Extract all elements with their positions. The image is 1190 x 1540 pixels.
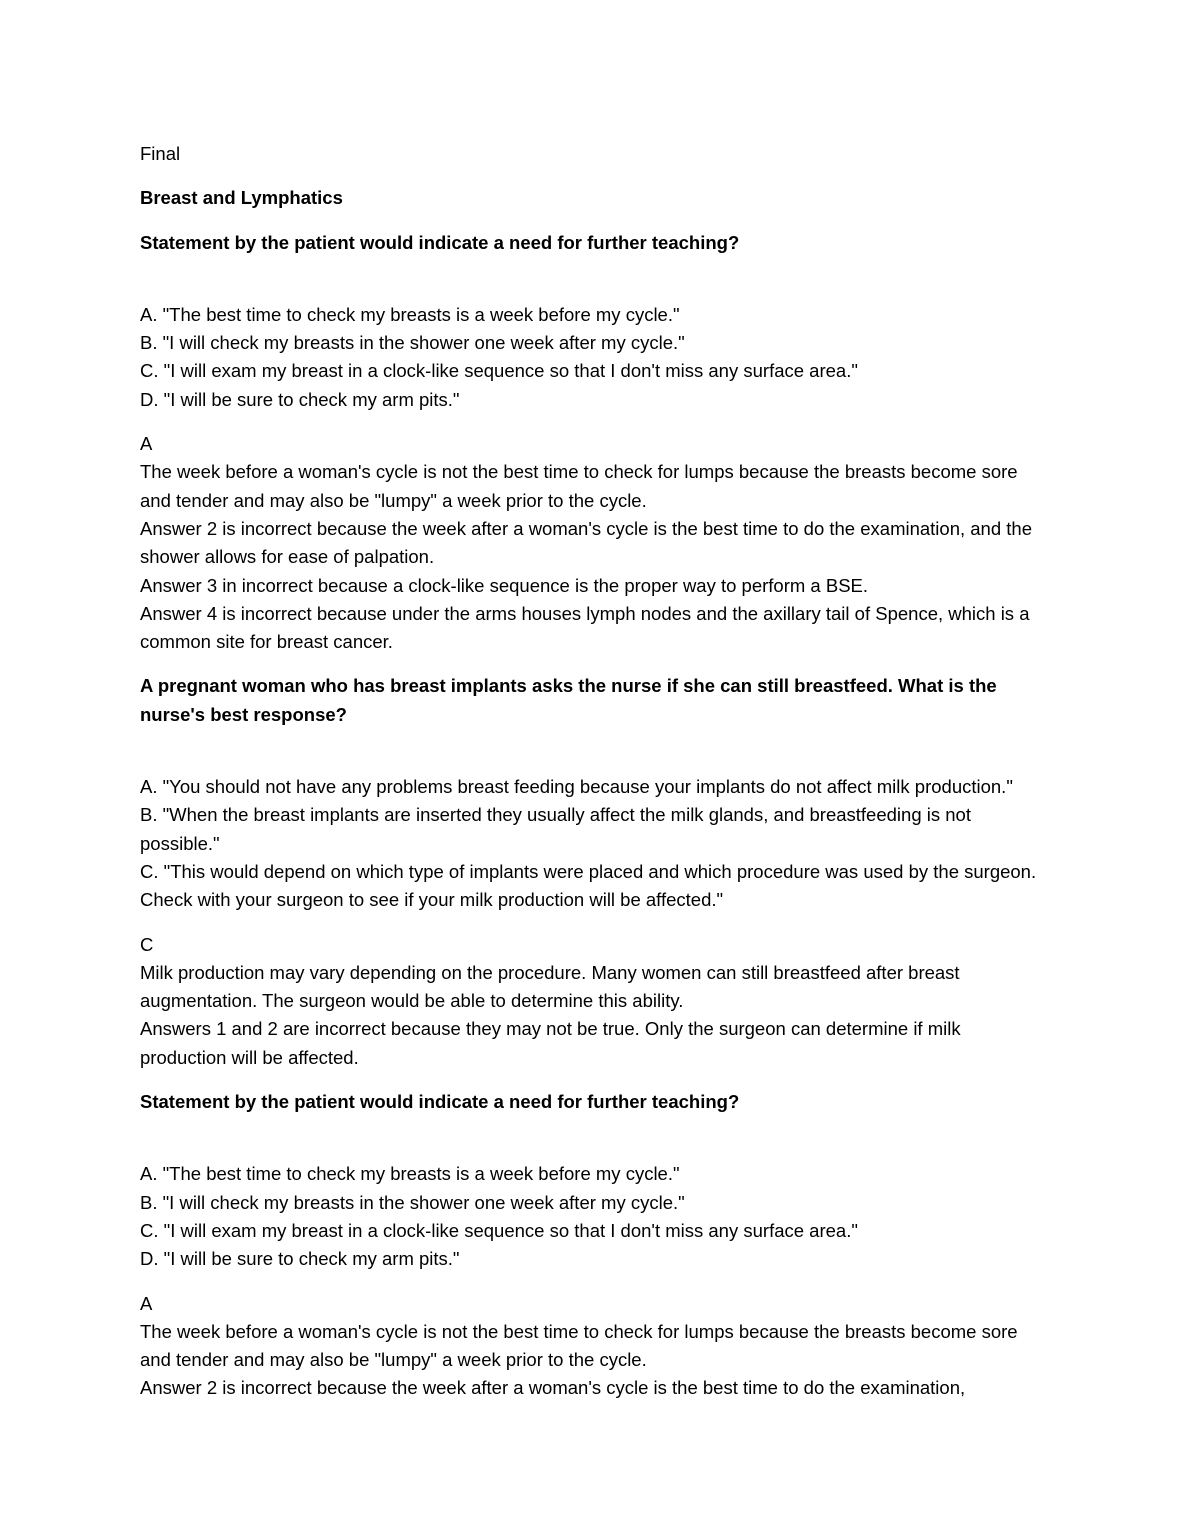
option-b: B. "I will check my breasts in the shower one week after my cycle." bbox=[140, 332, 685, 354]
option-d: D. "I will be sure to check my arm pits." bbox=[140, 388, 460, 410]
option-b: B. "When the breast implants are inserted they usually affect the milk glands, and breastfeeding is not possible." bbox=[140, 804, 971, 854]
spacer bbox=[140, 1132, 1050, 1160]
options-list bbox=[140, 1160, 1050, 1273]
option-b: B. "I will check my breasts in the shower one week after my cycle." bbox=[140, 1191, 685, 1213]
section-heading: Breast and Lymphatics bbox=[140, 187, 343, 209]
rationale-line: Milk production may vary depending on the procedure. Many women can still breastfeed after breast augmentation. The surgeon would be able to determine this ability. bbox=[140, 961, 960, 1012]
option-a: A. "You should not have any problems breast feeding because your implants do not affect milk production." bbox=[140, 776, 1013, 798]
document-page bbox=[140, 140, 1050, 1419]
rationale-line: Answer 2 is incorrect because the week after a woman's cycle is the best time to do the examination, bbox=[140, 1377, 966, 1399]
document-title: Final bbox=[140, 143, 181, 164]
rationale-line: Answer 2 is incorrect because the week after a woman's cycle is the best time to do the examination, and the shower allows for ease of palpation. bbox=[140, 517, 1032, 568]
options-list bbox=[140, 773, 1050, 914]
rationale-line: The week before a woman's cycle is not the best time to check for lumps because the breasts become sore and tender and may also be "lumpy" a week prior to the cycle. bbox=[140, 1320, 1018, 1371]
question-block bbox=[140, 1088, 1050, 1403]
spacer bbox=[140, 273, 1050, 301]
option-c: C. "I will exam my breast in a clock-like sequence so that I don't miss any surface area." bbox=[140, 1219, 858, 1241]
answer-letter: A bbox=[140, 433, 153, 455]
answer-letter: A bbox=[140, 1292, 153, 1314]
question-block bbox=[140, 229, 1050, 657]
spacer bbox=[140, 745, 1050, 773]
rationale-line: Answers 1 and 2 are incorrect because they may not be true. Only the surgeon can determine if milk production will be affected. bbox=[140, 1018, 961, 1068]
rationale-line: Answer 4 is incorrect because under the arms houses lymph nodes and the axillary tail of Spence, which is a common site for breast cancer. bbox=[140, 602, 1030, 653]
question-text: A pregnant woman who has breast implants asks the nurse if she can still breastfeed. What is the nurse's best response? bbox=[140, 675, 997, 725]
answer-block bbox=[140, 430, 1050, 656]
answer-block bbox=[140, 931, 1050, 1072]
question-block bbox=[140, 672, 1050, 1072]
option-c: C. "I will exam my breast in a clock-like sequence so that I don't miss any surface area." bbox=[140, 360, 858, 382]
options-list bbox=[140, 301, 1050, 414]
rationale-line: The week before a woman's cycle is not the best time to check for lumps because the breasts become sore and tender and may also be "lumpy" a week prior to the cycle. bbox=[140, 461, 1018, 511]
answer-block bbox=[140, 1290, 1050, 1403]
question-text: Statement by the patient would indicate a need for further teaching? bbox=[140, 231, 740, 253]
answer-letter: C bbox=[140, 933, 154, 955]
option-a: A. "The best time to check my breasts is a week before my cycle." bbox=[140, 303, 680, 325]
rationale-line: Answer 3 in incorrect because a clock-like sequence is the proper way to perform a BSE. bbox=[140, 574, 869, 596]
option-d: D. "I will be sure to check my arm pits." bbox=[140, 1248, 460, 1270]
question-text: Statement by the patient would indicate a need for further teaching? bbox=[140, 1091, 740, 1113]
option-c: C. "This would depend on which type of implants were placed and which procedure was used by the surgeon. Check with your surgeon to see if your milk production will be affected." bbox=[140, 860, 1037, 911]
option-a: A. "The best time to check my breasts is a week before my cycle." bbox=[140, 1163, 680, 1185]
